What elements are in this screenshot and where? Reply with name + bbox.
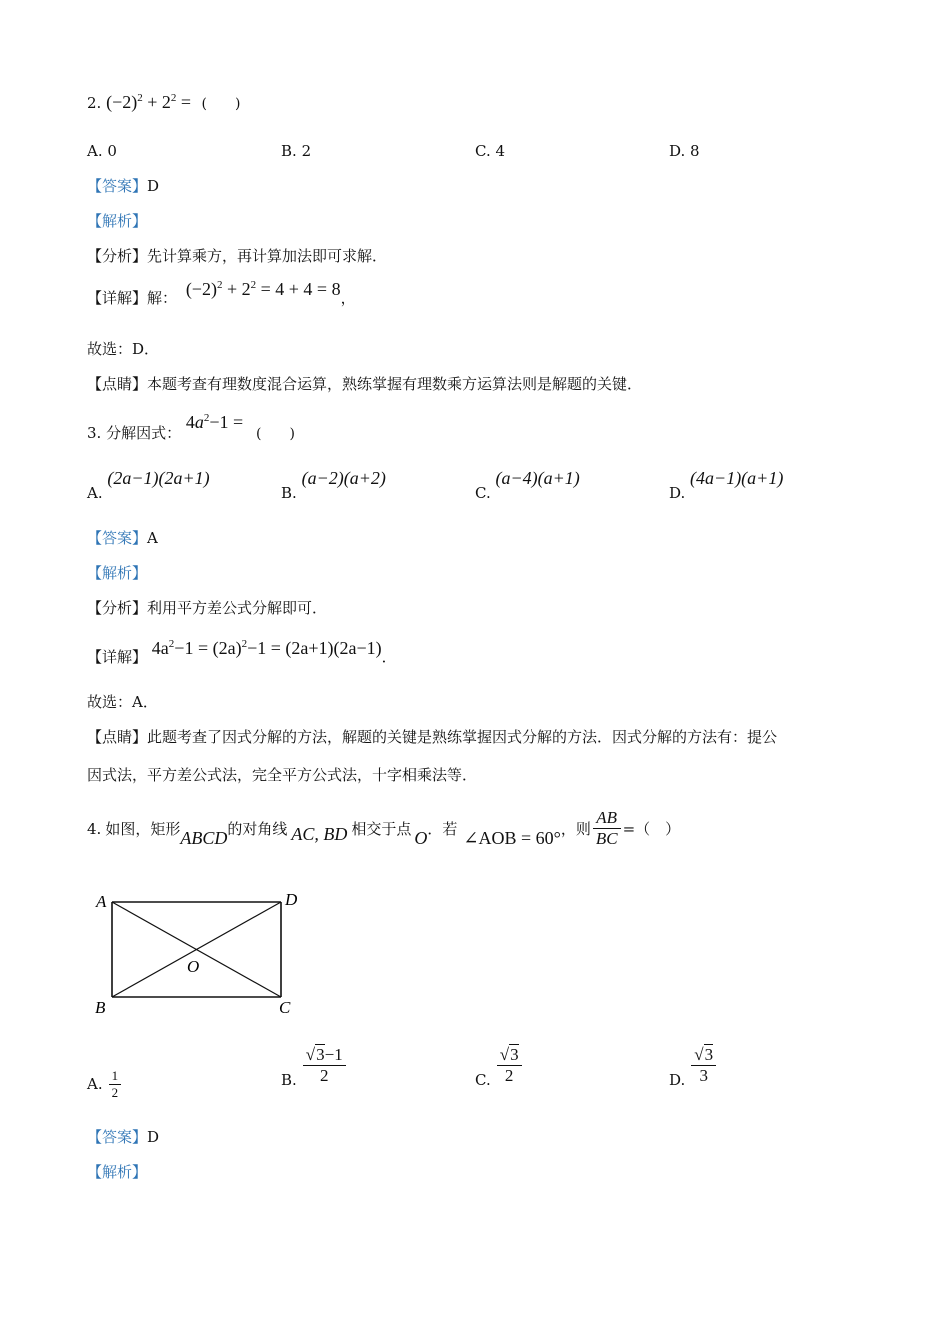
q4-jiexi-heading: 【解析】	[87, 1163, 148, 1181]
q3-answer: 【答案】A	[87, 529, 158, 547]
q3-blank: ( )	[255, 426, 295, 442]
q4-ratio-fraction: $\frac{AB}{BC}$	[593, 808, 621, 850]
q2-number: 2.	[87, 94, 102, 112]
q4-option-b[interactable]: B. $\frac{√3-1}{2}$	[281, 1045, 346, 1087]
q2-stem	[87, 92, 240, 114]
q2-choose: 故选：D．	[87, 340, 160, 358]
q2-analysis: 【分析】先计算乘方，再计算加法即可求解．	[87, 247, 388, 265]
q4-option-a[interactable]: A. $\frac{1}{2}$	[87, 1058, 121, 1090]
q3-detail: 【详解】 $4a^2-1 = (2a)^2-1 = (2a+1)(2a-1)$．	[87, 638, 397, 666]
q3-choose: 故选：A．	[87, 693, 158, 711]
q2-option-a[interactable]: A. 0	[87, 142, 117, 160]
q2-answer: 【答案】D	[87, 177, 160, 195]
q4-option-c[interactable]: C. $\frac{√3}{2}$	[475, 1045, 522, 1087]
q2-jiexi-heading: 【解析】	[87, 212, 148, 230]
q4-rectangle-figure	[85, 885, 315, 1020]
q2-blank: ( )	[201, 96, 241, 112]
vertex-label-d: D	[285, 890, 298, 909]
q3-comment-line2: 因式法，平方差公式法，完全平方公式法，十字相乘法等．	[87, 766, 478, 784]
q3-option-d[interactable]: D. (4a−1)(a+1)	[669, 468, 784, 502]
q2-comment: 【点睛】本题考查有理数度混合运算，熟练掌握有理数乘方运算法则是解题的关键．	[87, 375, 643, 393]
q3-detail-math: $4a^2-1 = (2a)^2-1 = (2a+1)(2a-1)$	[151, 638, 382, 658]
q2-option-b[interactable]: B. 2	[281, 142, 312, 160]
q3-expression: $4a^2-1$ =	[185, 412, 244, 432]
q2-option-c[interactable]: C. 4	[475, 142, 506, 160]
q3-analysis: 【分析】利用平方差公式分解即可．	[87, 599, 328, 617]
vertex-label-b: B	[95, 998, 106, 1017]
q2-detail: 【详解】解： $(-2)^2 + 2^2 = 4 + 4 = 8$，	[87, 279, 356, 307]
vertex-label-a: A	[96, 892, 107, 911]
q3-option-b[interactable]: B. (a−2)(a+2)	[281, 468, 386, 502]
q3-stem: 3. 分解因式： $4a^2-1$ = ( )	[87, 412, 295, 442]
q2-option-d[interactable]: D. 8	[669, 142, 700, 160]
q3-comment-line1: 【点睛】此题考查了因式分解的方法，解题的关键是熟练掌握因式分解的方法．因式分解的方法有：提公	[87, 728, 778, 746]
vertex-label-c: C	[279, 998, 291, 1017]
q3-option-a[interactable]: A. (2a−1)(2a+1)	[87, 468, 210, 502]
q3-option-c[interactable]: C. (a−4)(a+1)	[475, 468, 580, 502]
q4-answer: 【答案】D	[87, 1128, 160, 1146]
center-label-o: O	[187, 957, 200, 976]
q2-detail-math: $(-2)^2 + 2^2 = 4 + 4 = 8$	[185, 279, 341, 299]
q4-stem: 4. 如图，矩形 ABCD 的对角线 AC, BD 相交于点 O ．若 ∠AOB = 60° ，则 $\frac{AB}{BC}$ =（ ）	[87, 808, 681, 849]
q4-option-d[interactable]: D. $\frac{√3}{3}$	[669, 1045, 716, 1087]
q2-expression: $(-2)^2 + 2^2$ =	[106, 92, 192, 112]
q3-jiexi-heading: 【解析】	[87, 564, 148, 582]
